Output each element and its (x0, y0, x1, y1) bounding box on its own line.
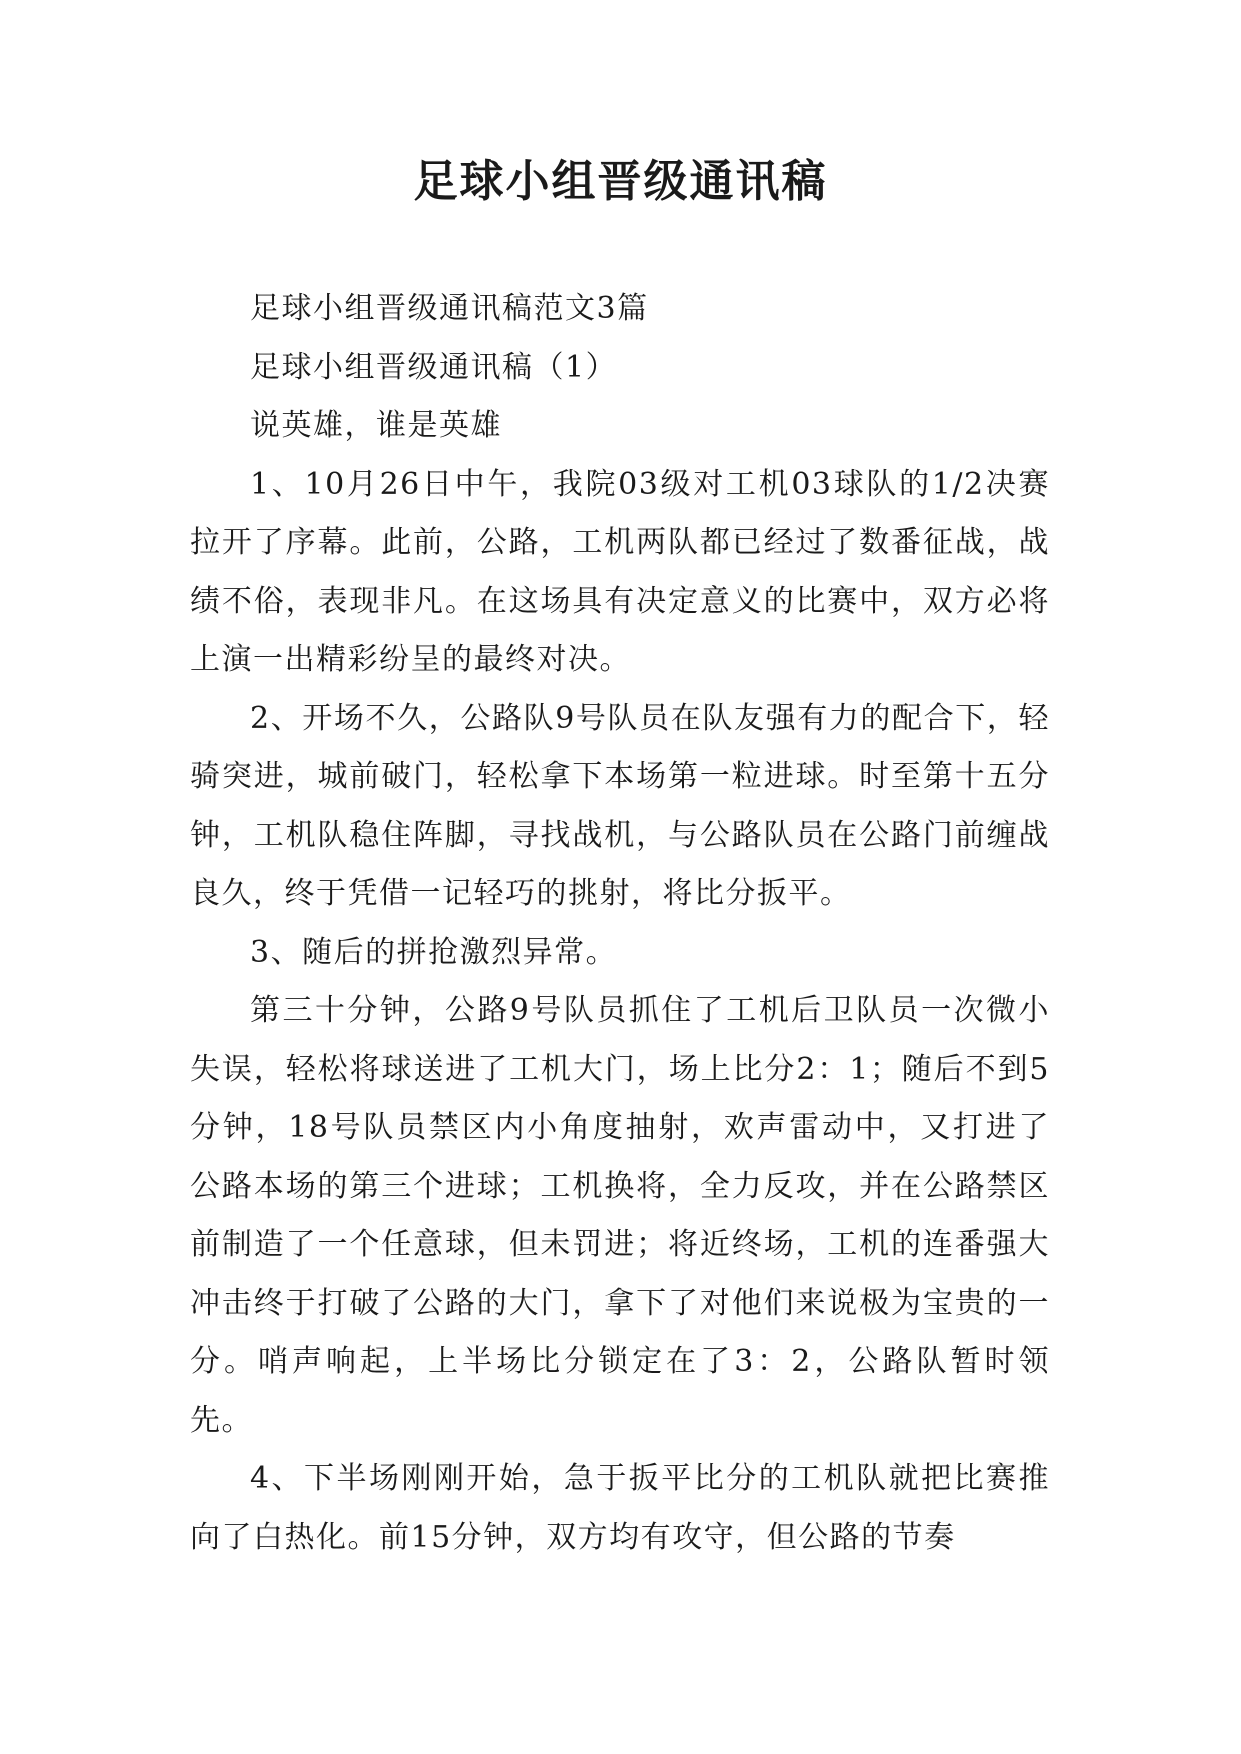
paragraph-2: 2、开场不久，公路队9号队员在队友强有力的配合下，轻骑突进，城前破门，轻松拿下本场第一粒进球。时至第十五分钟，工机队稳住阵脚，寻找战机，与公路队员在公路门前缠战良久，终于凭借一记轻巧的挑射，将比分扳平。 (190, 700, 1050, 911)
paragraph-section-heading: 足球小组晋级通讯稿（1） (250, 349, 618, 385)
paragraph-article-heading: 说英雄，谁是英雄 (250, 408, 502, 443)
paragraph-5: 4、下半场刚刚开始，急于扳平比分的工机队就把比赛推向了白热化。前15分钟，双方均有攻守，但公路的节奏 (190, 1461, 1050, 1555)
document-body (190, 280, 1050, 1567)
paragraph-3: 3、随后的拼抢激烈异常。 (250, 934, 618, 970)
paragraph-subtitle: 足球小组晋级通讯稿范文3篇 (250, 291, 649, 326)
paragraph-1: 1、10月26日中午，我院03级对工机03球队的1/2决赛拉开了序幕。此前，公路，工机两队都已经过了数番征战，战绩不俗，表现非凡。在这场具有决定意义的比赛中，双方必将上演一出精彩纷呈的最终对决。 (190, 466, 1050, 677)
paragraph-4: 第三十分钟，公路9号队员抓住了工机后卫队员一次微小失误，轻松将球送进了工机大门，场上比分2：1；随后不到5分钟，18号队员禁区内小角度抽射，欢声雷动中，又打进了公路本场的第三个进球；工机换将，全力反攻，并在公路禁区前制造了一个任意球，但未罚进；将近终场，工机的连番强大冲击终于打破了公路的大门，拿下了对他们来说极为宝贵的一分。哨声响起，上半场比分锁定在了3：2，公路队暂时领先。 (190, 993, 1050, 1438)
document-title: 足球小组晋级通讯稿 (413, 156, 828, 207)
